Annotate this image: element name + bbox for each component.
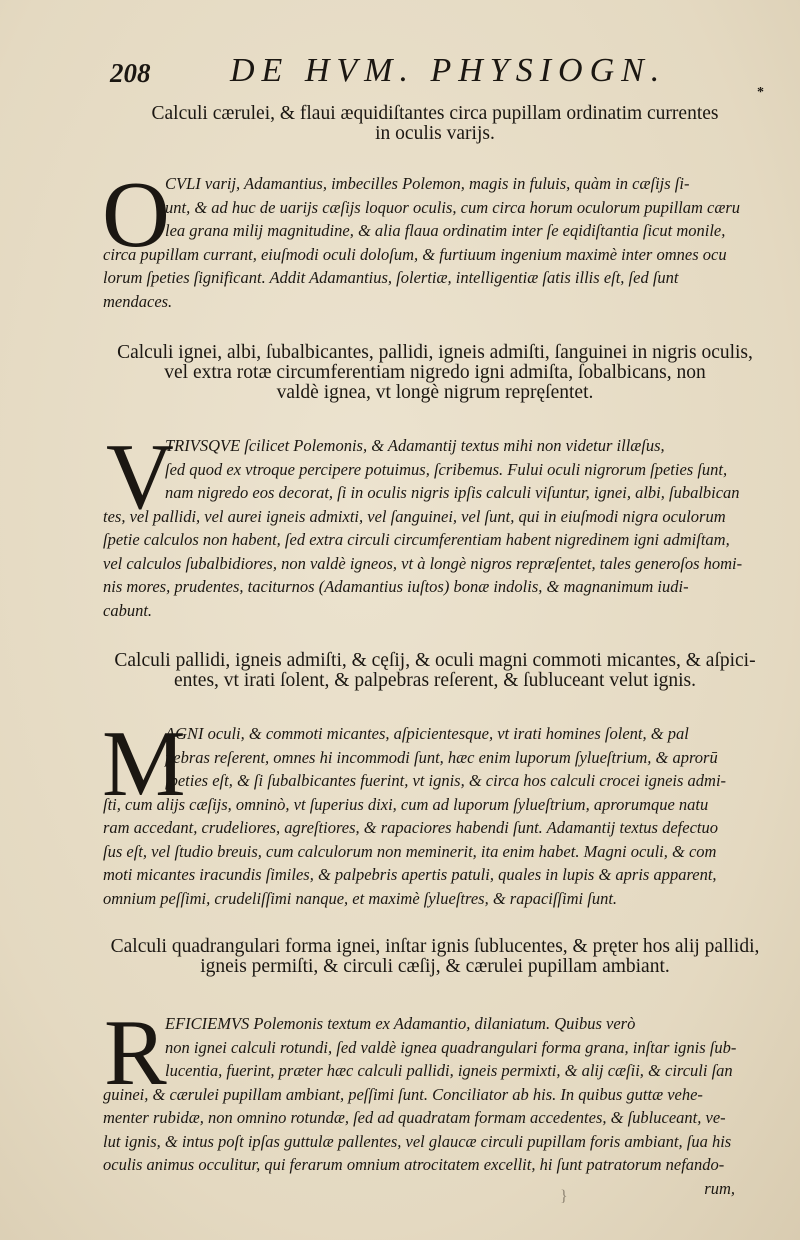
text-line: omnium peſſimi, crudeliſſimi nanque, et maximè ſylueſtres, & rapaciſſimi ſunt. bbox=[103, 888, 618, 908]
section-paragraph bbox=[103, 434, 775, 622]
text-line: nis mores, prudentes, taciturnos (Adamantius iuſtos) bonæ indolis, & magnanimum iudi- bbox=[103, 577, 689, 596]
section-heading bbox=[95, 651, 775, 691]
section-heading bbox=[95, 937, 775, 977]
heading-line: entes, vt irati ſolent, & palpebras reſerent, & ſubluceant velut ignis. bbox=[173, 670, 696, 691]
text-line: guinei, & cærulei pupillam ambiant, peſſimi ſunt. Conciliator ab his. In quibus guttæ vehe- bbox=[103, 1084, 703, 1104]
page-number: 208 bbox=[110, 58, 151, 88]
text-line: TRIVSQVE ſcilicet Polemonis, & Adamantij textus mihi non videtur illæſus, bbox=[165, 436, 665, 455]
running-title: DE HVM. PHYSIOGN. bbox=[230, 52, 667, 89]
section-heading bbox=[95, 343, 775, 403]
text-line: lut ignis, & intus poſt ipſas guttulæ pallentes, vel glaucæ circuli pupillam foris ambiant, ſua his bbox=[103, 1131, 732, 1151]
text-line: ſpetie calculos non habent, ſed extra circuli circumferentiam habent nigredinem igni admiſtam, bbox=[103, 530, 730, 549]
text-line: menter rubidæ, non omnino rotundæ, ſed ad quadratam formam accedentes, & ſubluceant, ve- bbox=[103, 1108, 726, 1127]
text-line: lorum ſpeties ſignificant. Addit Adamantius, ſolertiæ, intelligentiæ ſatis illis eſt, ſed ſunt bbox=[103, 268, 679, 287]
text-line: ram accedant, crudeliores, agreſtiores, & rapaciores habendi ſunt. Adamantij textus defectuo bbox=[103, 818, 718, 837]
heading-line: valdè ignea, vt longè nigrum repręſentet. bbox=[276, 382, 594, 403]
page-edge-mark: } bbox=[560, 1188, 568, 1205]
text-line: ſpeties eſt, & ſi ſubalbicantes fuerint, vt ignis, & circa hos calculi crocei igneis admi- bbox=[165, 771, 727, 790]
heading-line: Calculi ignei, albi, ſubalbicantes, pallidi, igneis admiſti, ſanguinei in nigris oculis, bbox=[117, 342, 753, 363]
text-line: tes, vel pallidi, vel aurei igneis admixti, vel ſanguinei, vel ſunt, qui in eiuſmodi nigra oculorum bbox=[103, 506, 726, 526]
drop-cap-initial: M bbox=[102, 712, 186, 816]
heading-line: vel extra rotæ circumferentiam nigredo igni admiſta, ſobalbicans, non bbox=[164, 362, 706, 383]
text-line: AGNI oculi, & commoti micantes, aſpicientesque, vt irati homines ſolent, & pal bbox=[165, 724, 689, 743]
section-paragraph bbox=[103, 172, 775, 313]
heading-line: Calculi quadrangulari forma ignei, inſtar ignis ſublucentes, & pręter hos alij pallidi, bbox=[110, 936, 760, 957]
text-line: ſed quod ex vtroque percipere potuimus, ſcribemus. Fului oculi nigrorum ſpeties ſunt, bbox=[165, 459, 728, 479]
text-line: EFICIEMVS Polemonis textum ex Adamantio, dilaniatum. Quibus verò bbox=[165, 1014, 636, 1033]
text-line: ſus eſt, vel ſtudio breuis, cum calculorum non meminerit, ita enim habet. Magni oculi, & com bbox=[103, 841, 717, 861]
text-line: vel calculos ſubalbidiores, non valdè igneos, vt à longè nigros repræſentet, tales generoſos homi- bbox=[103, 553, 743, 573]
section-paragraph bbox=[103, 1012, 775, 1200]
text-line: CVLI varij, Adamantius, imbecilles Polemon, magis in fuluis, quàm in cæſijs ſi- bbox=[165, 174, 690, 193]
text-line: unt, & ad huc de uarijs cæſijs loquor oculis, cum circa horum oculorum pupillam cæru bbox=[165, 197, 741, 217]
section-heading bbox=[95, 104, 775, 144]
text-line: lucentia, fuerint, præter hæc calculi pallidi, igneis permixti, & alij cæſii, & circuli ſan bbox=[165, 1061, 733, 1080]
drop-cap-initial: R bbox=[104, 1001, 167, 1105]
heading-line: in oculis varijs. bbox=[375, 123, 495, 144]
text-line: ſti, cum alijs cæſijs, omninò, vt ſuperius dixi, cum ad luporum ſylueſtrium, aprorumque natu bbox=[103, 794, 709, 814]
running-head bbox=[110, 52, 680, 96]
text-line: lea grana milij magnitudine, & alia flaua ordinatim inter ſe eqidiſtantia ſicut monile, bbox=[165, 221, 726, 240]
text-line: nam nigredo eos decorat, ſi in oculis nigris ipſis calculi viſuntur, ignei, albi, ſubalbican bbox=[165, 483, 740, 502]
text-line: circa pupillam currant, eiuſmodi oculi doloſum, & furtiuum ingenium maximè inter omnes ocu bbox=[103, 244, 727, 264]
heading-line: Calculi cærulei, & flaui æquidiſtantes circa pupillam ordinatim currentes bbox=[151, 103, 719, 124]
heading-line: Calculi pallidi, igneis admiſti, & cęſij, & oculi magni commoti micantes, & aſpici- bbox=[114, 650, 756, 671]
heading-line: igneis permiſti, & circuli cæſij, & cærulei pupillam ambiant. bbox=[200, 956, 670, 977]
text-line: cabunt. bbox=[103, 600, 153, 620]
text-line: mendaces. bbox=[103, 291, 173, 311]
section-paragraph bbox=[103, 722, 775, 910]
text-line: moti micantes iracundis ſimiles, & palpebris apertis patuli, quales in lupis & apris apparent, bbox=[103, 865, 717, 884]
drop-cap-initial: V bbox=[106, 425, 174, 529]
catchword: rum, bbox=[704, 1178, 735, 1198]
corner-mark: * bbox=[757, 85, 764, 100]
text-line: non ignei calculi rotundi, ſed valdè ignea quadrangulari forma grana, inſtar ignis ſub- bbox=[165, 1037, 737, 1057]
drop-cap-initial: O bbox=[102, 163, 170, 267]
text-line: pebras reſerent, omnes hi incommodi ſunt, hæc enim luporum ſylueſtrium, & aprorū bbox=[165, 747, 718, 767]
text-line: oculis animus occulitur, qui ferarum omnium atrocitatem excellit, hi ſunt patratorum nefando- bbox=[103, 1155, 725, 1174]
